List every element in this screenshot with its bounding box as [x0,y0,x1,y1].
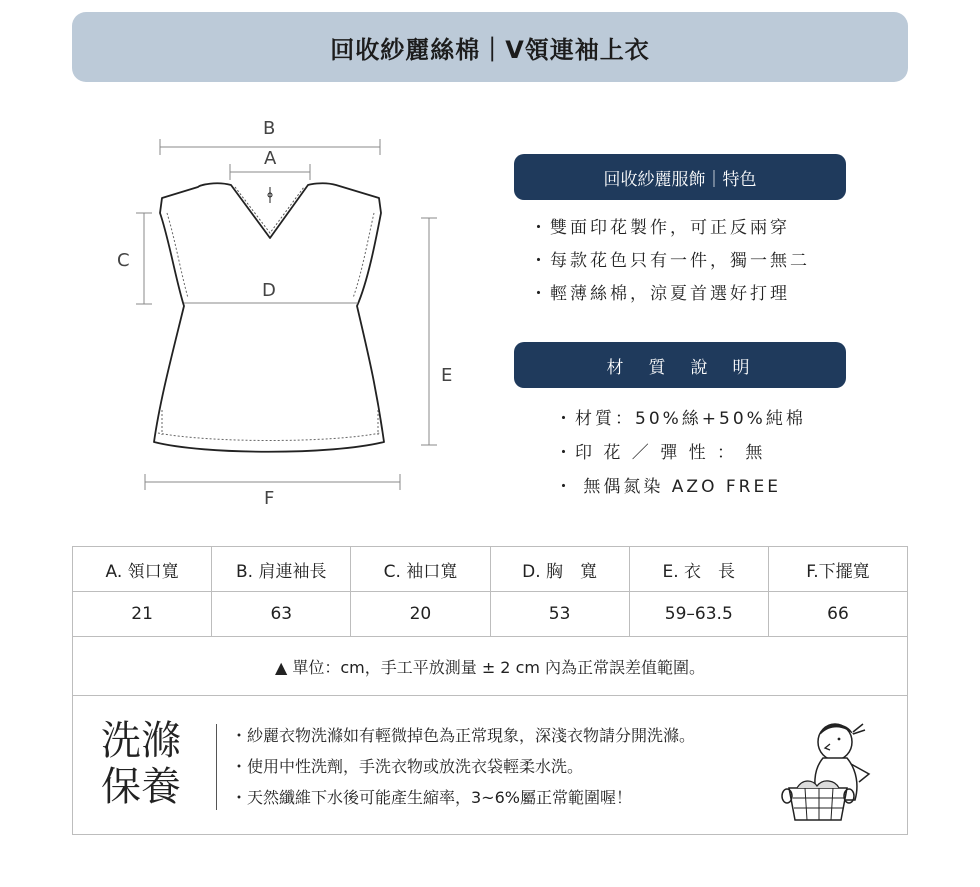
care-item: ・紗麗衣物洗滌如有輕微掉色為正常現象，深淺衣物請分開洗滌。 [231,726,696,745]
size-header-f: F.下擺寬 [769,547,907,592]
size-table [72,546,908,835]
material-list [555,402,855,504]
care-item: ・天然纖維下水後可能產生縮率，3~6%屬正常範圍喔！ [231,788,632,807]
page-title: 回收紗麗絲棉｜V領連袖上衣 [72,12,908,82]
size-table-value-row [73,592,907,637]
label-e: E [441,365,453,386]
size-value-a: 21 [73,592,212,637]
care-divider [216,724,217,810]
size-table-header-row [73,547,907,592]
size-value-b: 63 [212,592,351,637]
size-header-b: B. 肩連袖長 [212,547,351,592]
garment-diagram [100,105,480,525]
care-title [101,718,197,810]
laundry-mascot-icon [773,708,883,828]
size-header-a: A. 領口寬 [73,547,212,592]
label-c: C [117,250,130,271]
size-value-c: 20 [351,592,490,637]
care-title-line2: 保養 [101,764,181,810]
material-item: ・材質：50%絲+50%純棉 [555,409,806,429]
care-title-line1: 洗滌 [101,718,181,764]
material-item: ・ 無偶氮染 AZO FREE [555,477,781,497]
label-f: F [264,488,275,509]
feature-item: ・輕薄絲棉，涼夏首選好打理 [530,284,790,304]
feature-item: ・雙面印花製作，可正反兩穿 [530,218,790,238]
label-b: B [263,118,276,139]
label-d: D [262,280,276,301]
size-value-f: 66 [769,592,907,637]
size-header-c: C. 袖口寬 [351,547,490,592]
material-item: ・印 花 ／ 彈 性 ： 無 [555,443,766,463]
features-list [530,212,850,311]
size-value-d: 53 [491,592,630,637]
size-header-d: D. 胸 寬 [491,547,630,592]
size-header-e: E. 衣 長 [630,547,769,592]
feature-item: ・每款花色只有一件，獨一無二 [530,251,810,271]
features-heading: 回收紗麗服飾｜特色 [514,154,846,200]
care-list [231,720,695,813]
label-a: A [264,148,277,169]
material-heading: 材 質 說 明 [514,342,846,388]
size-value-e: 59–63.5 [630,592,769,637]
measurement-note: ▲ 單位：cm，手工平放測量 ± 2 cm 內為正常誤差值範圍。 [73,637,907,696]
garment-drawing [100,105,480,525]
care-item: ・使用中性洗劑，手洗衣物或放洗衣袋輕柔水洗。 [231,757,584,776]
care-section [73,696,907,834]
